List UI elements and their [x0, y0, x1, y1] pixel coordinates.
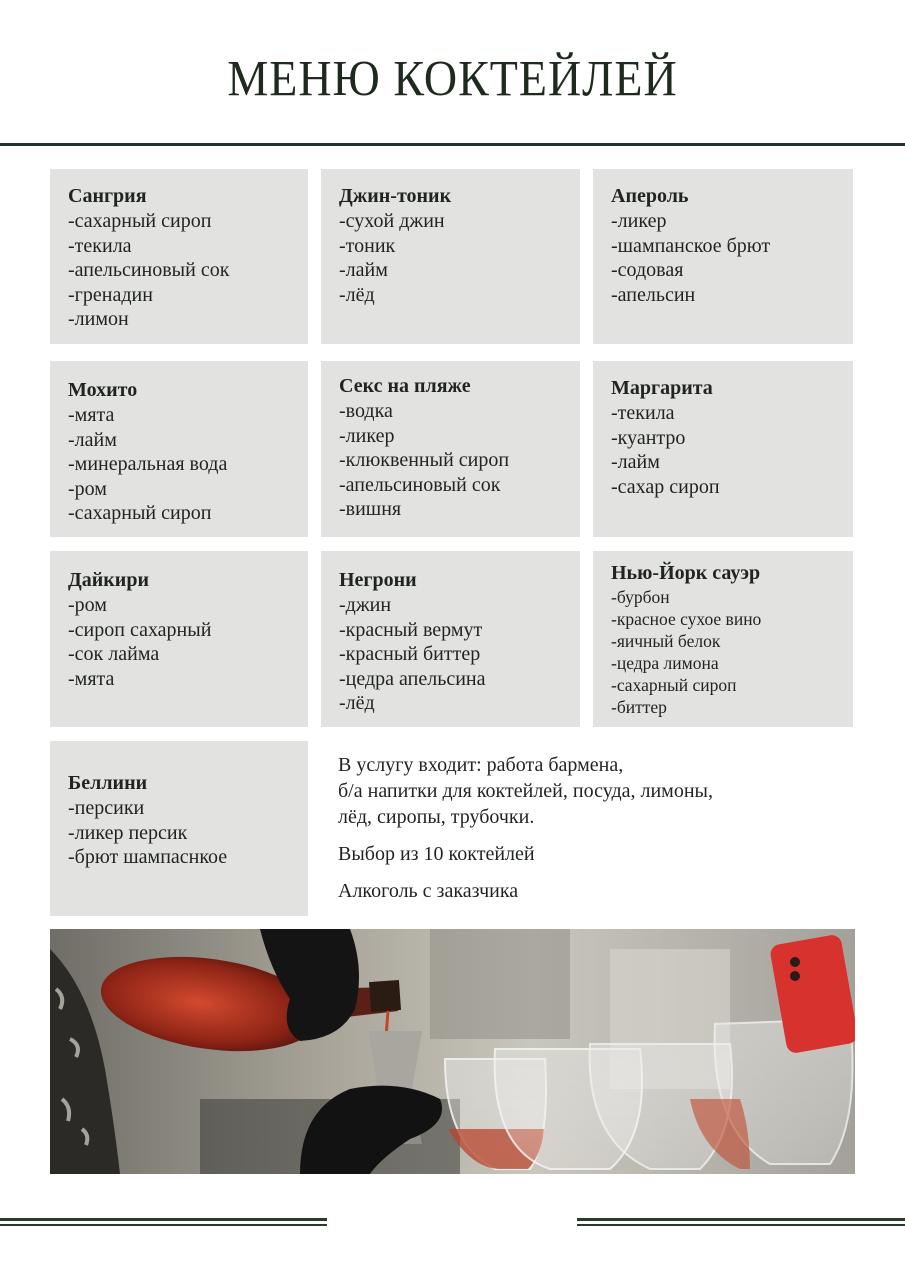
cocktail-name: Негрони [339, 569, 417, 591]
cocktail-name: Апероль [611, 185, 689, 207]
ingredient: -минеральная вода [68, 453, 228, 475]
ingredient: -ром [68, 477, 107, 500]
ingredient: -лайм [339, 259, 388, 281]
cocktail-name: Мохито [68, 379, 138, 401]
cocktail-name: Маргарита [611, 377, 713, 399]
ingredient: -гренадин [68, 283, 153, 306]
ingredient: -содовая [611, 259, 684, 281]
ingredient: -бурбон [611, 587, 670, 607]
ingredient: -текила [68, 234, 132, 257]
ingredient: -клюквенный сироп [339, 449, 510, 471]
service-line: б/а напитки для коктейлей, посуда, лимоны, [338, 780, 713, 802]
ingredient: -цедра лимона [611, 653, 719, 673]
ingredient: -красное сухое вино [611, 609, 762, 629]
ingredient: -лёд [339, 283, 375, 306]
cocktail-card-gin-tonic [321, 169, 580, 344]
cocktail-card-margarita [593, 361, 853, 537]
ingredient: -вишня [339, 498, 402, 520]
title-divider [0, 143, 905, 146]
cocktail-name: Джин-тоник [339, 185, 452, 207]
ingredient: -ликер [339, 424, 395, 447]
ingredient: -тоник [339, 234, 396, 257]
ingredient: -шампанское брют [611, 234, 771, 257]
ingredient: -куантро [611, 426, 686, 449]
cocktail-card-aperol [593, 169, 853, 344]
cocktail-card-mojito [50, 361, 308, 537]
ingredient: -лайм [68, 428, 117, 451]
ingredient: -сахарный сироп [68, 210, 212, 232]
cocktail-name: Нью-Йорк сауэр [611, 562, 761, 584]
page-title: МЕНЮ КОКТЕЙЛЕЙ [227, 50, 678, 107]
ingredient: -лимон [68, 308, 129, 330]
ingredient: -текила [611, 402, 675, 424]
ingredient: -сок лайма [68, 643, 160, 665]
ingredient: -брют шампаснкое [68, 846, 228, 868]
cocktail-card-daiquiri [50, 551, 308, 727]
ingredient: -апельсиновый сок [339, 473, 501, 496]
cocktail-card-sex-on-the-beach [321, 361, 580, 537]
ingredient: -красный биттер [339, 643, 481, 665]
cocktail-card-sangria [50, 169, 308, 344]
ingredient: -сахарный сироп [611, 675, 737, 695]
cocktail-name: Дайкири [68, 569, 149, 591]
cocktail-name: Сангрия [68, 185, 147, 207]
ingredient: -сахарный сироп [68, 502, 212, 524]
ingredient: -красный вермут [339, 618, 483, 641]
ingredient: -цедра апельсина [339, 667, 486, 690]
ingredient: -апельсин [611, 283, 696, 306]
ingredient: -сахар сироп [611, 475, 720, 498]
bartender-photo [50, 929, 855, 1174]
ingredient: -ликер персик [68, 821, 188, 844]
ingredient: -ром [68, 594, 107, 616]
ingredient: -апельсиновый сок [68, 259, 230, 281]
service-line: лёд, сиропы, трубочки. [338, 806, 535, 828]
service-line: В услугу входит: работа бармена, [338, 754, 624, 776]
bottom-divider-left-2 [0, 1224, 327, 1226]
ingredient: -сухой джин [339, 210, 445, 232]
cocktail-name: Беллини [68, 772, 148, 794]
cocktail-card-negroni [321, 551, 580, 727]
service-info [338, 752, 878, 915]
ingredient: -мята [68, 667, 115, 690]
cocktail-card-bellini [50, 741, 308, 916]
ingredient: -джин [339, 594, 392, 616]
bottom-divider-right-2 [577, 1224, 905, 1226]
ingredient: -яичный белок [611, 631, 721, 651]
alcohol-note: Алкоголь с заказчика [338, 880, 519, 902]
bottom-divider-left [0, 1218, 327, 1221]
ingredient: -водка [339, 400, 393, 422]
cocktail-name: Секс на пляже [339, 375, 471, 397]
bottom-divider-right [577, 1218, 905, 1221]
cocktail-card-new-york-sour [593, 551, 853, 727]
choice-note: Выбор из 10 коктейлей [338, 843, 535, 865]
ingredient: -биттер [611, 697, 667, 717]
bartender-photo-illustration [50, 929, 855, 1174]
ingredient: -лайм [611, 451, 660, 473]
ingredient: -ликер [611, 210, 667, 232]
ingredient: -сироп сахарный [68, 618, 212, 641]
ingredient: -персики [68, 797, 145, 819]
ingredient: -лёд [339, 692, 375, 714]
ingredient: -мята [68, 404, 115, 426]
